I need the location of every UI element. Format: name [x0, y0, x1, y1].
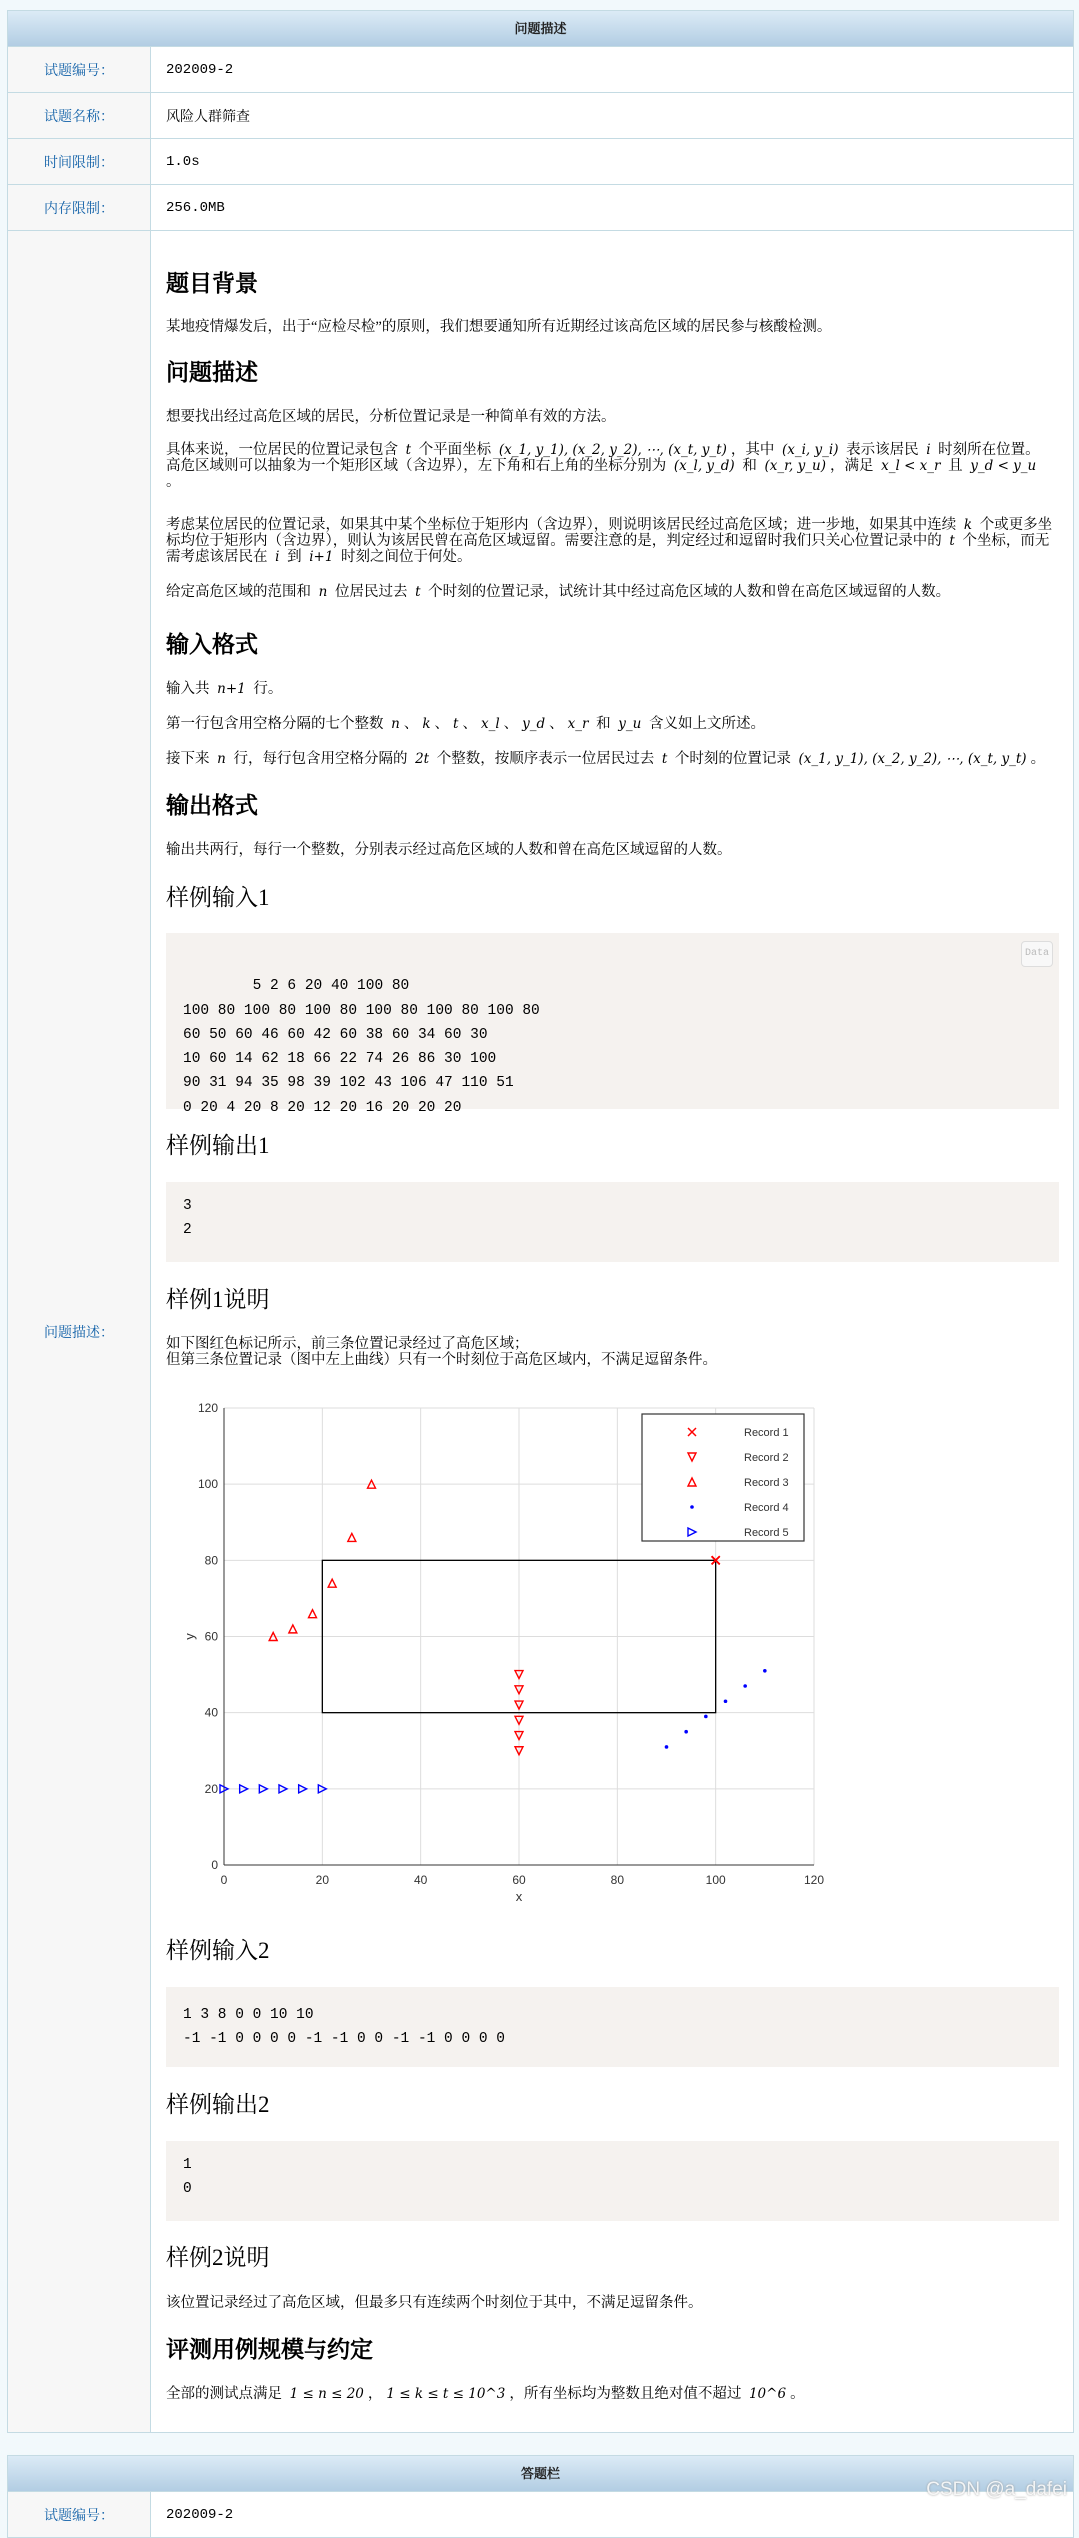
section-heading: 样例1说明 [166, 1287, 270, 1312]
math-expression: i [275, 549, 280, 565]
math-expression: n [217, 751, 226, 767]
record-4-point [763, 1669, 767, 1673]
text-segment: 和 [592, 716, 615, 732]
text-segment: 给定高危区域的范围和 [166, 584, 315, 600]
math-expression: 1 ≤ n ≤ 20 [289, 2386, 364, 2402]
section-heading: 样例输出2 [166, 2092, 270, 2117]
record-4-point [704, 1715, 708, 1719]
section-heading: 评测用例规模与约定 [166, 2337, 373, 2362]
row-label: 试题编号： [8, 47, 151, 92]
math-expression: t [415, 584, 421, 600]
paragraph [166, 409, 1059, 425]
math-expression: k [963, 517, 973, 533]
section-heading: 样例输入1 [166, 885, 270, 910]
x-tick-label: 80 [610, 1873, 625, 1887]
y-tick-label: 60 [204, 1629, 218, 1644]
text-segment: 、 [549, 716, 564, 732]
sample-output-1: 3 2 [166, 1182, 1059, 1262]
legend-label: Record 3 [744, 1477, 789, 1489]
text-segment: 、 [434, 716, 450, 732]
time-limit-value: 1.0s [166, 153, 200, 170]
problem-name-value: 风险人群筛查 [166, 109, 250, 126]
problem-id-value: 202009-2 [166, 2506, 234, 2523]
text-segment: 第一行包含用空格分隔的七个整数 [166, 716, 388, 732]
text-segment: 、 [462, 716, 477, 732]
legend-label: Record 1 [744, 1427, 789, 1439]
text-segment: 具体来说，一位居民的位置记录包含 [166, 442, 402, 458]
math-expression: x_l [480, 716, 500, 732]
math-expression: 10^6 [748, 2386, 787, 2402]
text-segment: ，所有坐标均为整数且绝对值不超过 [509, 2386, 745, 2402]
text-segment: 含义如上文所述。 [645, 716, 765, 732]
x-tick-label: 60 [512, 1873, 526, 1887]
sample-1-chart [182, 1384, 836, 1904]
answer-table-header: 答题栏 [8, 2456, 1073, 2492]
y-tick-label: 120 [197, 1401, 218, 1415]
y-tick-label: 40 [204, 1705, 218, 1720]
legend-label: Record 2 [744, 1452, 789, 1464]
text-segment: 到 [283, 549, 306, 565]
row-label: 内存限制： [8, 185, 151, 230]
text-segment: 个或更多坐标均位于矩形内（含边界），则认为该居民曾在高危区域逗留。需要注意的是，判定经过和逗留时我们只关心位置记录中的 [166, 517, 1053, 549]
table-row [8, 231, 1073, 2432]
table-row [8, 2492, 1073, 2537]
math-expression: n [318, 584, 328, 600]
paragraph [166, 584, 1059, 600]
x-tick-label: 120 [803, 1873, 825, 1887]
problem-table-header: 问题描述 [8, 11, 1073, 47]
math-expression: (x_r, y_u) [764, 458, 826, 474]
math-expression: (x_1, y_1), (x_2, y_2), ⋯, (x_t, y_t) [498, 442, 727, 458]
math-expression: i+1 [309, 549, 334, 565]
math-expression: 2t [415, 751, 430, 767]
text-segment: ，其中 [730, 442, 778, 458]
y-axis-label: y [182, 1633, 197, 1640]
problem-id-value: 202009-2 [166, 61, 234, 78]
math-expression: k [422, 716, 431, 732]
math-expression: y_d [522, 716, 546, 732]
math-expression: n+1 [217, 681, 246, 697]
text-segment: 如下图红色标记所示，前三条位置记录经过了高危区域； [166, 1336, 529, 1352]
text-segment: 输入共 [166, 681, 214, 697]
text-segment: 某地疫情爆发后，出于“应检尽检”的原则，我们想要通知所有近期经过该高危区域的居民参与核酸检测。 [166, 319, 832, 335]
paragraph [166, 1336, 1059, 1368]
text-segment: ， [367, 2386, 383, 2402]
math-expression: i [926, 442, 931, 458]
problem-table [7, 10, 1074, 2433]
text-segment: 行，每行包含用空格分隔的 [229, 751, 412, 767]
text-segment: 。 [166, 474, 181, 490]
text-segment: ，满足 [829, 458, 878, 474]
paragraph [166, 751, 1059, 767]
math-expression: 1 ≤ k ≤ t ≤ 10^3 [386, 2386, 506, 2402]
math-expression: (x_l, y_d) [673, 458, 735, 474]
math-expression: t [453, 716, 459, 732]
math-expression: x_r [567, 716, 589, 732]
x-tick-label: 40 [413, 1873, 428, 1887]
text-segment: 行。 [249, 681, 283, 697]
sample-output-2: 1 0 [166, 2141, 1059, 2221]
paragraph [166, 2386, 1059, 2402]
x-tick-label: 0 [220, 1873, 228, 1887]
paragraph [166, 842, 1059, 858]
sample-input-1 [166, 933, 1059, 1116]
math-expression: (x_1, y_1), (x_2, y_2), ⋯, (x_t, y_t) [798, 751, 1027, 767]
text-segment: 表示该居民 [842, 442, 923, 458]
text-segment: 接下来 [166, 751, 214, 767]
section-heading: 样例输入2 [166, 1938, 270, 1963]
math-expression: y_d < y_u [970, 458, 1037, 474]
math-expression: (x_i, y_i) [781, 442, 839, 458]
math-expression: y_u [618, 716, 642, 732]
text-segment: 和 [738, 458, 761, 474]
section-heading: 样例2说明 [166, 2245, 270, 2270]
text-segment: 位居民过去 [331, 584, 412, 600]
problem-content [151, 231, 1073, 2432]
text-segment: 但第三条位置记录（图中左上曲线）只有一个时刻位于高危区域内，不满足逗留条件。 [166, 1352, 717, 1368]
legend-label: Record 4 [744, 1502, 789, 1514]
section-heading: 输出格式 [166, 793, 258, 818]
text-segment: 个坐标，而无需考虑该居民在 [166, 533, 1050, 565]
x-tick-label: 100 [705, 1873, 726, 1887]
table-row [8, 185, 1073, 231]
record-4-point [684, 1730, 688, 1734]
row-label: 问题描述： [8, 231, 151, 2432]
math-expression: t [405, 442, 412, 458]
text-segment: 且 [944, 458, 967, 474]
x-tick-label: 20 [315, 1873, 330, 1887]
table-row [8, 139, 1073, 185]
paragraph [166, 681, 1059, 697]
math-expression: x_l < x_r [881, 458, 941, 474]
paragraph [166, 716, 1059, 732]
text-segment: 高危区域则可以抽象为一个矩形区域（含边界），左下角和右上角的坐标分别为 [166, 458, 670, 474]
y-tick-label: 80 [204, 1553, 218, 1568]
memory-limit-value: 256.0MB [166, 199, 225, 216]
row-label: 试题名称： [8, 93, 151, 138]
text-segment: 个整数，按顺序表示一位居民过去 [433, 751, 658, 767]
legend-marker-4 [690, 1505, 694, 1509]
text-segment: 、 [503, 716, 519, 732]
text-segment: 考虑某位居民的位置记录，如果其中某个坐标位于矩形内（含边界），则说明该居民经过高危区域；进一步地，如果其中连续 [166, 517, 960, 533]
section-heading: 问题描述 [166, 360, 258, 385]
paragraph [166, 517, 1059, 565]
text-segment: 该位置记录经过了高危区域，但最多只有连续两个时刻位于其中，不满足逗留条件。 [166, 2295, 703, 2311]
table-row [8, 47, 1073, 93]
watermark: CSDN @a_dafei [926, 2479, 1067, 2500]
text-segment: 个时刻的位置记录，试统计其中经过高危区域的人数和曾在高危区域逗留的人数。 [424, 584, 951, 600]
code-text: 5 2 6 20 40 100 80 100 80 100 80 100 80 100 80 100 80 100 80 60 50 60 46 60 42 60 38 60 34 60 30 10 60 14 62 18 66 22 74 26 86 30 100 90 31 94 35 98 39 102 43 106 47 110 51 0 20 4 20 8 20 12 20 16 20 20 20 [183, 978, 540, 1116]
record-4-point [743, 1684, 747, 1688]
section-heading: 样例输出1 [166, 1133, 270, 1158]
paragraph [166, 2295, 1059, 2311]
paragraph [166, 319, 1059, 335]
text-segment: 时刻之间位于何处。 [337, 549, 472, 565]
section-heading: 输入格式 [166, 632, 258, 657]
answer-table [7, 2455, 1074, 2538]
sample-input-2: 1 3 8 0 0 10 10 -1 -1 0 0 0 0 -1 -1 0 0 -1 -1 0 0 0 0 [166, 1987, 1059, 2067]
text-segment: 。 [1030, 751, 1046, 767]
record-4-point [665, 1745, 669, 1749]
legend-label: Record 5 [744, 1527, 789, 1539]
text-segment: 全部的测试点满足 [166, 2386, 286, 2402]
math-expression: t [661, 751, 668, 767]
text-segment: 、 [403, 716, 419, 732]
table-row [8, 93, 1073, 139]
row-label: 试题编号： [8, 2492, 151, 2537]
row-label: 时间限制： [8, 139, 151, 184]
record-4-point [724, 1699, 728, 1703]
math-expression: t [949, 533, 955, 549]
text-segment: 时刻所在位置。 [934, 442, 1040, 458]
y-tick-label: 100 [197, 1477, 218, 1492]
text-segment: 个平面坐标 [415, 442, 495, 458]
text-segment: 想要找出经过高危区域的居民，分析位置记录是一种简单有效的方法。 [166, 409, 616, 425]
y-tick-label: 20 [204, 1781, 218, 1796]
section-heading: 题目背景 [166, 271, 258, 296]
text-segment: 输出共两行，每行一个整数，分别表示经过高危区域的人数和曾在高危区域逗留的人数。 [166, 842, 732, 858]
x-axis-label: x [515, 1889, 523, 1904]
y-tick-label: 0 [211, 1858, 218, 1872]
data-button[interactable]: Data [1021, 941, 1053, 967]
math-expression: n [391, 716, 400, 732]
paragraph [166, 442, 1059, 490]
text-segment: 。 [790, 2386, 805, 2402]
text-segment: 个时刻的位置记录 [671, 751, 795, 767]
